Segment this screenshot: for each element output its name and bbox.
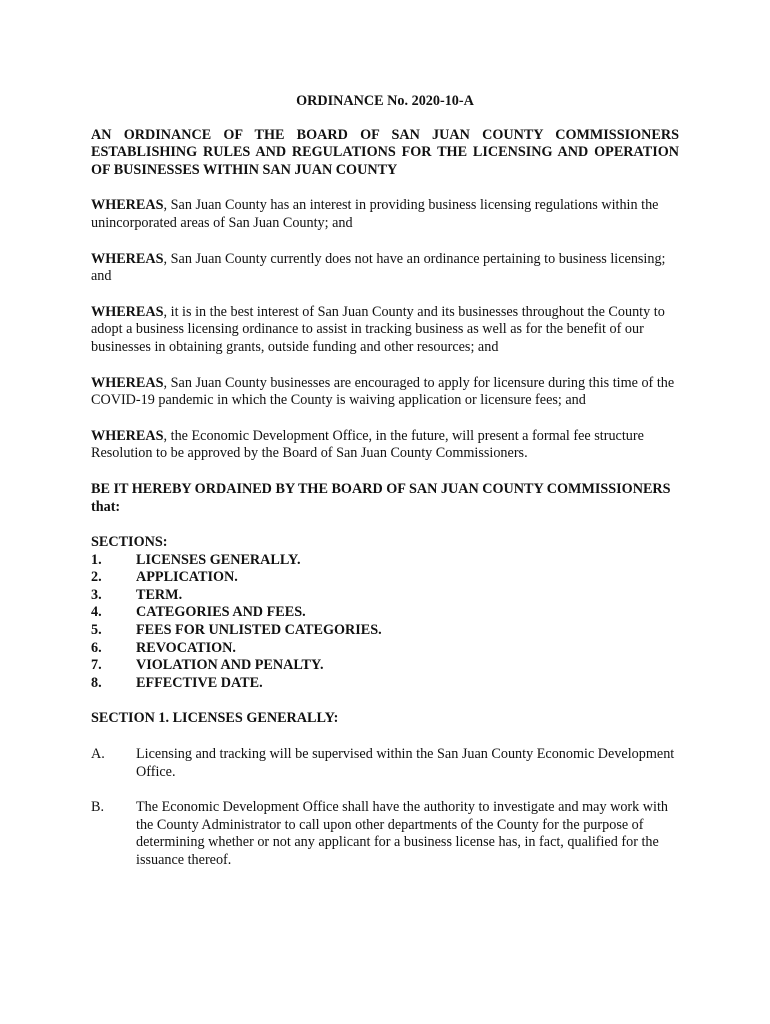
whereas-lead: WHEREAS (91, 374, 164, 391)
ordinance-heading: AN ORDINANCE OF THE BOARD OF SAN JUAN COUNTY COMMISSIONERS ESTABLISHING RULES AND REGULATIONS FOR THE LICENSING AND OPERATION OF BUSINESSES WITHIN SAN JUAN COUNTY (91, 126, 679, 178)
item-text: The Economic Development Office shall have the authority to investigate and may work with the County Administrator to call upon other departments of the County for the purpose of determining whether or not any applicant for a business license has, in fact, qualified for the issuance thereof. (136, 799, 669, 868)
whereas-lead: WHEREAS (91, 303, 164, 320)
sections-list (91, 534, 679, 692)
section-1-item (91, 799, 679, 869)
whereas-paragraph (91, 304, 679, 357)
section-name: EFFECTIVE DATE. (136, 674, 263, 691)
section-list-item (91, 587, 679, 605)
section-1-item (91, 746, 679, 781)
section-list-item (91, 675, 679, 693)
section-list-item (91, 622, 679, 640)
section-list-item (91, 657, 679, 675)
section-number: 8. (91, 674, 102, 691)
section-list-item (91, 569, 679, 587)
section-number: 1. (91, 551, 102, 568)
section-name: REVOCATION. (136, 639, 236, 656)
whereas-text: , San Juan County currently does not have an ordinance pertaining to business licensing; and (91, 250, 666, 285)
section-name: CATEGORIES AND FEES. (136, 604, 306, 621)
section-number: 7. (91, 657, 102, 674)
section-name: VIOLATION AND PENALTY. (136, 657, 324, 674)
whereas-text: , San Juan County businesses are encouraged to apply for licensure during this time of the COVID-19 pandemic in which the County is waiving application or licensure fees; and (91, 374, 675, 409)
whereas-paragraph (91, 375, 679, 410)
section-name: FEES FOR UNLISTED CATEGORIES. (136, 622, 382, 639)
whereas-text: , San Juan County has an interest in providing business licensing regulations within the unincorporated areas of San Juan County; and (91, 197, 659, 231)
document-body (91, 93, 679, 888)
item-text: Licensing and tracking will be supervised within the San Juan County Economic Development Office. (136, 746, 675, 780)
whereas-lead: WHEREAS (91, 197, 164, 214)
whereas-lead: WHEREAS (91, 250, 164, 267)
section-number: 3. (91, 586, 102, 603)
section-list-item (91, 640, 679, 658)
sections-label: SECTIONS: (91, 534, 168, 551)
whereas-lead: WHEREAS (91, 427, 164, 444)
ordained-clause: BE IT HEREBY ORDAINED BY THE BOARD OF SAN JUAN COUNTY COMMISSIONERS that: (91, 480, 671, 515)
whereas-text: , it is in the best interest of San Juan County and its businesses throughout the County to adopt a business licensing ordinance to assist in tracking business as well as for the benefit of our businesses in obtaining grants, outside funding and other resources; and (91, 303, 665, 355)
section-list-item (91, 604, 679, 622)
section-name: APPLICATION. (136, 569, 238, 586)
section-1-heading: SECTION 1. LICENSES GENERALLY: (91, 710, 339, 727)
section-list-item (91, 552, 679, 570)
section-number: 2. (91, 569, 102, 586)
whereas-text: , the Economic Development Office, in the future, will present a formal fee structure Resolution to be approved by the Board of San Juan County Commissioners. (91, 427, 644, 462)
section-number: 4. (91, 604, 102, 621)
whereas-paragraph (91, 428, 679, 463)
section-name: TERM. (136, 586, 183, 603)
section-number: 6. (91, 639, 102, 656)
ordinance-title: ORDINANCE No. 2020-10-A (296, 93, 474, 109)
whereas-paragraph (91, 251, 679, 286)
item-letter: B. (91, 799, 105, 816)
section-number: 5. (91, 622, 102, 639)
item-letter: A. (91, 746, 105, 763)
section-name: LICENSES GENERALLY. (136, 551, 301, 568)
whereas-paragraph (91, 197, 679, 232)
